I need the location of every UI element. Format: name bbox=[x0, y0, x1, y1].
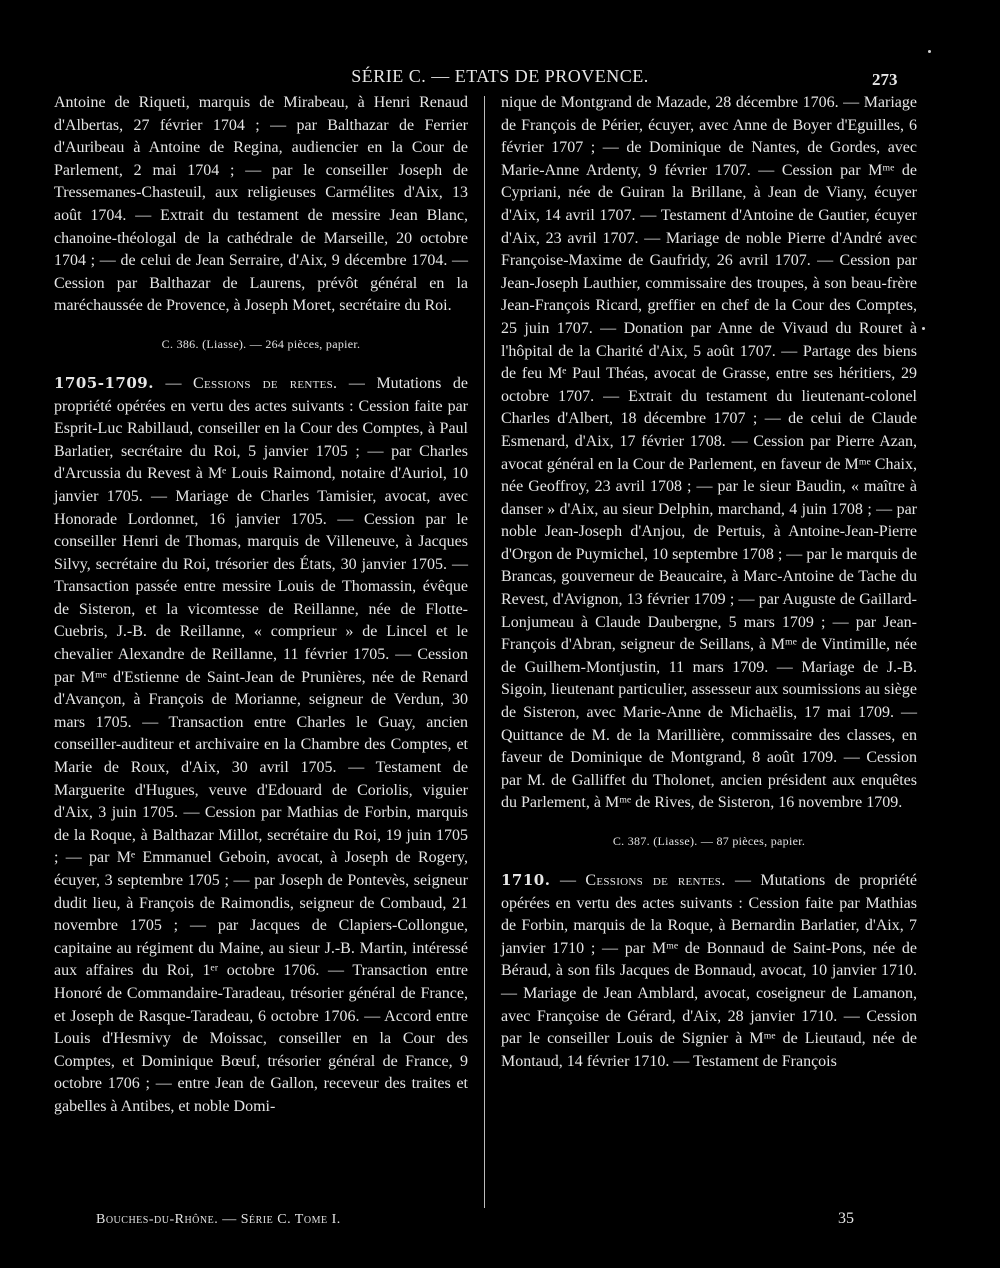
scan-speck bbox=[922, 327, 925, 330]
entry-1710-paragraph bbox=[501, 869, 917, 1073]
entry-body-1705: Mutations de propriété opérées en vertu des actes suivants : Cession faite par Esprit-Luc Rabillaud, conseiller en la Cour des Comptes, à Paul Barlatier, secrétaire du Roi, 5 janvier 1705 ; — par Charles d'Arcussia du Revest à Mᵉ Louis Raimond, notaire d'Auriol, 10 janvier 1705. — Mariage de Charles Tamisier, avocat, avec Honorade Lordonnet, 16 janvier 1705. — Cession par le conseiller Henri de Thomas, marquis de Villeneuve, à Jacques Silvy, secrétaire du Roi, trésorier des États, 30 janvier 1705. — Transaction passée entre messire Louis de Thomassin, évêque de Sisteron, et la vicomtesse de Reillanne, née de Flotte-Cuebris, J.-B. de Reillanne, « comprieur » de Lincel et le chevalier Alexandre de Reillanne, 11 février 1705. — Cession par Mᵐᵉ d'Estienne de Saint-Jean de Prunières, née de Renard d'Avançon, à François de Morianne, seigneur de Verdun, 30 mars 1705. — Transaction entre Charles le Guay, ancien conseiller-auditeur et archivaire en la Chambre des Comptes, et Marie de Roux, d'Aix, 30 avril 1705. — Testament de Marguerite d'Hugues, veuve d'Edouard de Coriolis, viguier d'Aix, 3 juin 1705. — Cession par Mathias de Forbin, marquis de la Roque, à Balthazar Millot, secrétaire du Roi, 19 juin 1705 ; — par Mᵉ Emmanuel Geboin, avocat, à Joseph de Rogery, écuyer, 3 septembre 1705 ; — par Joseph de Pontevès, seigneur dudit lieu, à François de Raimondis, seigneur de Combaud, 21 novembre 1705 ; — par Jacques de Clapiers-Collongue, capitaine au régiment du Maine, au sieur J.-B. Martin, intéressé aux affaires du Roi, 1ᵉʳ octobre 1706. — Transaction entre Honoré de Commandaire-Taradeau, trésorier général de France, et Joseph de Rasque-Taradeau, 6 octobre 1706. — Accord entre Louis d'Hesmivy de Moissac, conseiller en la Cour des Comptes, et Dominique Bœuf, trésorier général de France, 9 octobre 1706 ; — entre Jean de Gallon, receveur des traites et gabelles à Antibes, et noble Domi- bbox=[54, 374, 468, 1115]
footer-page-signature: 35 bbox=[838, 1210, 854, 1227]
right-continuation-paragraph: nique de Montgrand de Mazade, 28 décembre 1706. — Mariage de François de Périer, écuyer, avec Anne de Boyer d'Eguilles, 6 février 1707 ; — de Dominique de Nantes, de Gordes, avec Marie-Anne Ardenty, 9 février 1707. — Cession par Mᵐᵉ de Cypriani, née de Guiran la Brillane, à Jean de Viany, écuyer d'Aix, 14 avril 1707. — Testament d'Antoine de Gautier, écuyer d'Aix, 23 avril 1707. — Mariage de noble Pierre d'André avec Françoise-Maxime de Gaufridy, 26 avril 1707. — Cession par Jean-Joseph Lauthier, commissaire des troupes, à son beau-frère Jean-François Ricard, greffier en chef de la Cour des Comptes, 25 juin 1707. — Donation par Anne de Vivaud du Rouret à l'hôpital de la Charité d'Aix, 5 août 1707. — Partage des biens de feu Mᵉ Paul Théas, avocat de Grasse, entre ses héritiers, 29 octobre 1707. — Extrait du testament du lieutenant-colonel Charles d'Albert, 18 décembre 1707 ; — de celui de Claude Esmenard, d'Aix, 17 février 1708. — Cession par Pierre Azan, avocat général en la Cour de Parlement, en faveur de Mᵐᵉ Chaix, née Geoffroy, 23 avril 1708 ; — par le sieur Baudin, « maître à danser » d'Aix, au sieur Delphin, marchand, 4 juin 1708 ; — par noble Jean-Joseph d'Anjou, de Pertuis, à Antoine-Jean-Pierre d'Orgon de Puymichel, 10 septembre 1708 ; — par le marquis de Brancas, gouverneur de Beaucaire, à Marc-Antoine de Tache du Revest, d'Avignon, 13 février 1709 ; — par Auguste de Gaillard-Lonjumeau à Claude Daubergne, 5 mars 1709 ; — par Jean-François d'Abran, seigneur de Seillans, à Mᵐᵉ de Vintimille, née de Guilhem-Montjustin, 11 mars 1709. — Mariage de J.-B. Sigoin, lieutenant particulier, assesseur aux soumissions au siège de Sisteron, avec Marie-Anne de Michaëlis, 17 mai 1709. — Quittance de M. de la Marillière, commissaire des classes, en faveur de Dominique de Montgrand, 8 août 1709. — Cession par M. de Galliffet du Tholonet, ancien président aux enquêtes du Parlement, à Mᵐᵉ de Rives, de Sisteron, 16 novembre 1709. bbox=[501, 94, 917, 812]
column-divider bbox=[484, 96, 485, 1208]
page-header-title: SÉRIE C. — ETATS DE PROVENCE. bbox=[351, 66, 649, 86]
entry-body-1710: Mutations de propriété opérées en vertu des actes suivants : Cession faite par Mathias de Forbin, marquis de la Roque, à Bernardin Barlatier, d'Aix, 7 janvier 1710 ; — par Mᵐᵉ de Bonnaud de Saint-Pons, née de Béraud, à son fils Jacques de Bonnaud, avocat, 10 janvier 1710. — Mariage de Jean Amblard, avocat, coseigneur de Lamanon, avec Françoise de Gérard, d'Aix, 28 janvier 1710. — Cession par le conseiller Louis de Signier à Mᵐᵉ de Lieutaud, née de Montaud, 14 février 1710. — Testament de François bbox=[501, 872, 918, 1070]
liasse-label-386: C. 386. (Liasse). — 264 pièces, papier. bbox=[161, 336, 361, 351]
entry-year-1710: 1710. bbox=[501, 871, 551, 889]
left-continuation-paragraph: Antoine de Riqueti, marquis de Mirabeau, à Henri Renaud d'Albertas, 27 février 1704 ; — par Balthazar de Ferrier d'Auribeau à Antoine de Regina, audiencier en la Cour de Parlement, 2 mai 1704 ; — par le conseiller Joseph de Tressemanes-Chasteuil, aux religieuses Carmélites d'Aix, 13 août 1704. — Extrait du testament de messire Jean Blanc, chanoine-théologal de la cathédrale de Marseille, 20 octobre 1704 ; — de celui de Jean Serraire, d'Aix, 9 décembre 1704. — Cession par Balthazar de Laurens, prévôt général en la maréchaussée de Provence, à Joseph Moret, secrétaire du Roi. bbox=[54, 94, 468, 315]
left-column bbox=[54, 92, 468, 1119]
dash-separator: — bbox=[559, 872, 586, 889]
entry-heading-1705: Cessions de rentes. bbox=[193, 374, 338, 392]
dash-separator: — bbox=[725, 872, 761, 889]
entry-1705-paragraph bbox=[54, 372, 468, 1119]
entry-year-1705: 1705-1709. bbox=[54, 373, 154, 392]
scan-speck bbox=[928, 50, 931, 53]
page-number: 273 bbox=[872, 70, 898, 89]
entry-heading-1710: Cessions de rentes. bbox=[585, 872, 726, 889]
liasse-label-387: C. 387. (Liasse). — 87 pièces, papier. bbox=[612, 834, 806, 848]
right-column bbox=[501, 92, 917, 1073]
footer-left: Bouches-du-Rhône. — Série C. Tome I. bbox=[96, 1212, 341, 1227]
dash-separator: — bbox=[165, 374, 194, 392]
dash-separator: — bbox=[337, 374, 377, 392]
